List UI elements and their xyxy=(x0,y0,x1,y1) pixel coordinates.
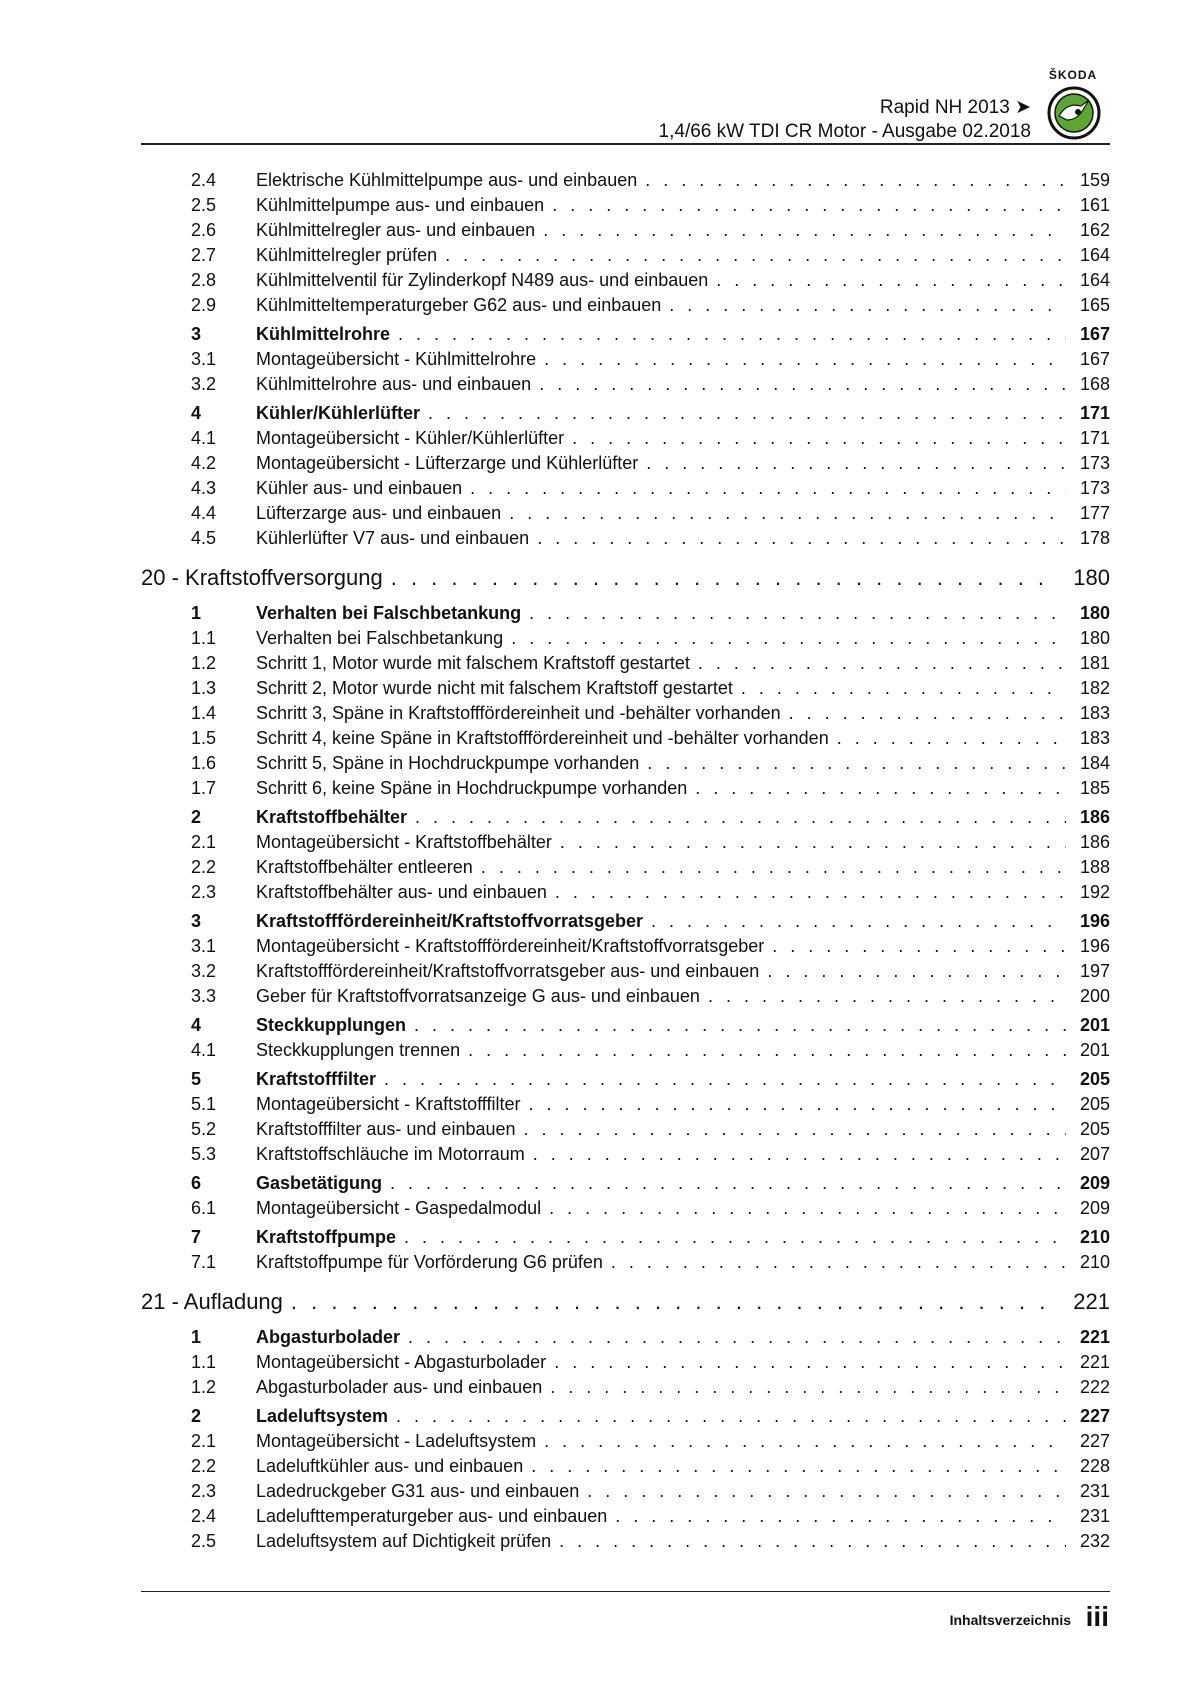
toc-entry-page: 205 xyxy=(1079,1094,1110,1114)
dot-leader xyxy=(647,753,1066,774)
toc-entry-page: 167 xyxy=(1079,349,1110,369)
toc-entry-page: 167 xyxy=(1079,324,1110,344)
toc-entry-number: 2.2 xyxy=(191,1456,217,1476)
toc-entry-title: Kraftstoffpumpe xyxy=(256,1227,396,1247)
dot-leader xyxy=(468,1040,1066,1061)
toc-entry-page: 180 xyxy=(1079,603,1110,623)
toc-entry[interactable] xyxy=(141,478,1110,503)
toc-entry[interactable] xyxy=(141,403,1110,428)
toc-entry-title: Abgasturbolader aus- und einbauen xyxy=(256,1377,543,1397)
toc-entry-title: Montageübersicht - Kühler/Kühlerlüfter xyxy=(256,428,565,448)
toc-entry-page: 227 xyxy=(1079,1406,1110,1426)
toc-entry[interactable] xyxy=(141,1481,1110,1506)
toc-entry-title: Kühlmittelrohre aus- und einbauen xyxy=(256,374,532,394)
toc-entry-number: 4 xyxy=(191,403,202,423)
toc-entry-number: 1.2 xyxy=(191,1377,217,1397)
toc-entry[interactable] xyxy=(141,1431,1110,1456)
footer-label: Inhaltsverzeichnis xyxy=(949,1612,1071,1628)
dot-leader xyxy=(550,1377,1066,1398)
toc-entry-title: Elektrische Kühlmittelpumpe aus- und einbauen xyxy=(256,170,638,190)
toc-entry-title: Kühlmittelpumpe aus- und einbauen xyxy=(256,195,545,215)
toc-entry-page: 231 xyxy=(1079,1481,1110,1501)
toc-entry-page: 197 xyxy=(1079,961,1110,981)
toc-entry-page: 209 xyxy=(1079,1198,1110,1218)
toc-entry[interactable] xyxy=(141,753,1110,778)
toc-entry-page: 188 xyxy=(1079,857,1110,877)
toc-entry-title: Kühlmittelregler aus- und einbauen xyxy=(256,220,536,240)
toc-entry-page: 159 xyxy=(1079,170,1110,190)
toc-entry-page: 205 xyxy=(1079,1069,1110,1089)
toc-entry-title: Kraftstoffbehälter entleeren xyxy=(256,857,473,877)
toc-entry-title: Montageübersicht - Kühlmittelrohre xyxy=(256,349,537,369)
toc-entry-title: Schritt 2, Motor wurde nicht mit falschem Kraftstoff gestartet xyxy=(256,678,733,698)
table-of-contents xyxy=(141,170,1110,1556)
dot-leader xyxy=(559,1531,1066,1552)
skoda-logo-icon xyxy=(1047,86,1101,140)
toc-entry-page: 200 xyxy=(1079,986,1110,1006)
toc-entry-page: 227 xyxy=(1079,1431,1110,1451)
dot-leader xyxy=(384,1069,1066,1090)
toc-entry-page: 180 xyxy=(1073,565,1110,590)
toc-entry-number: 1.5 xyxy=(191,728,217,748)
dot-leader xyxy=(390,1173,1066,1194)
toc-entry[interactable] xyxy=(141,503,1110,528)
dot-leader xyxy=(408,1327,1066,1348)
toc-entry[interactable] xyxy=(141,728,1110,753)
toc-chapter[interactable] xyxy=(141,1289,1110,1323)
toc-entry-page: 183 xyxy=(1079,703,1110,723)
dot-leader xyxy=(529,603,1066,624)
dot-leader xyxy=(428,403,1066,424)
toc-entry-number: 3.3 xyxy=(191,986,217,1006)
toc-entry-number: 5.3 xyxy=(191,1144,217,1164)
toc-entry[interactable] xyxy=(141,270,1110,295)
dot-leader xyxy=(396,1406,1066,1427)
toc-entry-title: Montageübersicht - Ladeluftsystem xyxy=(256,1431,537,1451)
toc-entry-title: Lüfterzarge aus- und einbauen xyxy=(256,503,502,523)
toc-entry[interactable] xyxy=(141,603,1110,628)
toc-entry-number: 5.2 xyxy=(191,1119,217,1139)
toc-entry[interactable] xyxy=(141,220,1110,245)
toc-entry-page: 178 xyxy=(1079,528,1110,548)
toc-entry-page: 183 xyxy=(1079,728,1110,748)
toc-entry[interactable] xyxy=(141,1506,1110,1531)
dot-leader xyxy=(716,270,1066,291)
toc-entry[interactable] xyxy=(141,1119,1110,1144)
toc-entry-title: Schritt 6, keine Späne in Hochdruckpumpe vorhanden xyxy=(256,778,688,798)
toc-entry[interactable] xyxy=(141,528,1110,553)
toc-entry-number: 2 xyxy=(191,1406,202,1426)
toc-entry-number: 1 xyxy=(191,1327,202,1347)
toc-entry-title: Kühler aus- und einbauen xyxy=(256,478,463,498)
toc-entry[interactable] xyxy=(141,374,1110,399)
dot-leader xyxy=(646,453,1066,474)
toc-entry-number: 7.1 xyxy=(191,1252,217,1272)
header-edition: 1,4/66 kW TDI CR Motor - Ausgabe 02.2018 xyxy=(658,121,1031,142)
dot-leader xyxy=(587,1481,1066,1502)
dot-leader xyxy=(404,1227,1066,1248)
toc-entry-number: 2.8 xyxy=(191,270,217,290)
toc-entry-page: 186 xyxy=(1079,832,1110,852)
toc-entry[interactable] xyxy=(141,653,1110,678)
dot-leader xyxy=(445,245,1066,266)
toc-entry-title: 21 - Aufladung xyxy=(141,1289,283,1314)
toc-entry[interactable] xyxy=(141,936,1110,961)
toc-entry-page: 192 xyxy=(1079,882,1110,902)
dot-leader xyxy=(511,628,1066,649)
toc-entry-page: 171 xyxy=(1079,403,1110,423)
dot-leader xyxy=(291,1289,1060,1315)
toc-entry-page: 168 xyxy=(1079,374,1110,394)
toc-entry-number: 2.4 xyxy=(191,170,217,190)
toc-entry-page: 221 xyxy=(1079,1327,1110,1347)
toc-entry-number: 2.7 xyxy=(191,245,217,265)
toc-entry-page: 232 xyxy=(1079,1531,1110,1551)
toc-entry-title: Ladeluftkühler aus- und einbauen xyxy=(256,1456,524,1476)
toc-entry-title: Kühlerlüfter V7 aus- und einbauen xyxy=(256,528,530,548)
dot-leader xyxy=(645,170,1066,191)
toc-entry-number: 2.3 xyxy=(191,882,217,902)
toc-entry-page: 228 xyxy=(1079,1456,1110,1476)
dot-leader xyxy=(615,1506,1066,1527)
dot-leader xyxy=(414,1015,1066,1036)
toc-entry[interactable] xyxy=(141,1327,1110,1352)
dot-leader xyxy=(524,1119,1066,1140)
toc-entry-number: 7 xyxy=(191,1227,202,1247)
toc-entry-title: Kraftstoffbehälter aus- und einbauen xyxy=(256,882,547,902)
dot-leader xyxy=(651,911,1066,932)
toc-entry-number: 1.1 xyxy=(191,628,217,648)
dot-leader xyxy=(669,295,1066,316)
toc-entry-page: 201 xyxy=(1079,1015,1110,1035)
toc-entry[interactable] xyxy=(141,1227,1110,1252)
toc-entry-number: 6.1 xyxy=(191,1198,217,1218)
dot-leader xyxy=(611,1252,1066,1273)
dot-leader xyxy=(415,807,1066,828)
toc-entry[interactable] xyxy=(141,832,1110,857)
toc-entry-title: Kühlmittelrohre xyxy=(256,324,391,344)
dot-leader xyxy=(560,832,1066,853)
toc-entry-page: 221 xyxy=(1079,1352,1110,1372)
toc-entry-title: Abgasturbolader xyxy=(256,1327,401,1347)
toc-entry-number: 6 xyxy=(191,1173,202,1193)
toc-entry[interactable] xyxy=(141,245,1110,270)
toc-entry[interactable] xyxy=(141,1252,1110,1277)
toc-entry[interactable] xyxy=(141,1173,1110,1198)
toc-entry[interactable] xyxy=(141,911,1110,936)
header-model: Rapid NH 2013 ➤ xyxy=(879,97,1031,118)
toc-entry-number: 3.1 xyxy=(191,936,217,956)
dot-leader xyxy=(543,220,1066,241)
toc-entry[interactable] xyxy=(141,1144,1110,1169)
toc-entry-title: Ladeluftsystem xyxy=(256,1406,389,1426)
dot-leader xyxy=(391,565,1060,591)
toc-entry-page: 180 xyxy=(1079,628,1110,648)
toc-entry-page: 161 xyxy=(1079,195,1110,215)
toc-entry-title: Montageübersicht - Kraftstofffilter xyxy=(256,1094,521,1114)
toc-entry[interactable] xyxy=(141,1456,1110,1481)
toc-entry-number: 4.4 xyxy=(191,503,217,523)
toc-entry-number: 3 xyxy=(191,911,202,931)
toc-entry-number: 2.5 xyxy=(191,1531,217,1551)
toc-entry-title: Kraftstoffpumpe für Vorförderung G6 prüfen xyxy=(256,1252,603,1272)
toc-entry-page: 164 xyxy=(1079,270,1110,290)
toc-entry-page: 210 xyxy=(1079,1252,1110,1272)
toc-entry-page: 196 xyxy=(1079,936,1110,956)
toc-entry[interactable] xyxy=(141,961,1110,986)
toc-entry-page: 207 xyxy=(1079,1144,1110,1164)
dot-leader xyxy=(528,1094,1066,1115)
toc-entry-page: 173 xyxy=(1079,453,1110,473)
toc-entry-title: 20 - Kraftstoffversorgung xyxy=(141,565,383,590)
dot-leader xyxy=(772,936,1066,957)
toc-entry-title: Verhalten bei Falschbetankung xyxy=(256,628,504,648)
toc-entry-page: 205 xyxy=(1079,1119,1110,1139)
toc-entry-title: Kraftstoffbehälter xyxy=(256,807,408,827)
toc-entry-title: Montageübersicht - Lüfterzarge und Kühlerlüfter xyxy=(256,453,639,473)
toc-entry-title: Kraftstofffördereinheit/Kraftstoffvorratsgeber xyxy=(256,911,644,931)
toc-entry-title: Schritt 5, Späne in Hochdruckpumpe vorhanden xyxy=(256,753,640,773)
header-divider xyxy=(141,143,1110,145)
toc-entry-number: 1.1 xyxy=(191,1352,217,1372)
toc-entry-number: 1.3 xyxy=(191,678,217,698)
toc-entry-page: 162 xyxy=(1079,220,1110,240)
toc-entry[interactable] xyxy=(141,807,1110,832)
toc-entry-title: Montageübersicht - Kraftstofffördereinheit/Kraftstoffvorratsgeber xyxy=(256,936,765,956)
toc-entry[interactable] xyxy=(141,882,1110,907)
toc-entry-page: 196 xyxy=(1079,911,1110,931)
toc-entry-number: 3.2 xyxy=(191,961,217,981)
toc-entry-title: Ladeluftsystem auf Dichtigkeit prüfen xyxy=(256,1531,552,1551)
toc-entry-title: Kraftstoffschläuche im Motorraum xyxy=(256,1144,525,1164)
toc-entry-number: 4.1 xyxy=(191,428,217,448)
dot-leader xyxy=(554,1352,1066,1373)
dot-leader xyxy=(698,653,1066,674)
toc-entry-title: Steckkupplungen xyxy=(256,1015,407,1035)
toc-entry[interactable] xyxy=(141,295,1110,320)
dot-leader xyxy=(539,374,1066,395)
toc-entry-page: 185 xyxy=(1079,778,1110,798)
toc-entry-number: 1.7 xyxy=(191,778,217,798)
toc-chapter[interactable] xyxy=(141,565,1110,599)
toc-entry-title: Gasbetätigung xyxy=(256,1173,383,1193)
dot-leader xyxy=(537,528,1066,549)
toc-entry-page: 222 xyxy=(1079,1377,1110,1397)
toc-entry[interactable] xyxy=(141,1531,1110,1556)
toc-entry-page: 181 xyxy=(1079,653,1110,673)
toc-entry-page: 173 xyxy=(1079,478,1110,498)
toc-entry-number: 2.3 xyxy=(191,1481,217,1501)
toc-entry-title: Ladelufttemperaturgeber aus- und einbauen xyxy=(256,1506,608,1526)
toc-entry-page: 186 xyxy=(1079,807,1110,827)
toc-entry-title: Verhalten bei Falschbetankung xyxy=(256,603,522,623)
toc-entry-title: Montageübersicht - Kraftstoffbehälter xyxy=(256,832,552,852)
toc-entry-title: Kraftstofffilter aus- und einbauen xyxy=(256,1119,516,1139)
toc-entry-title: Steckkupplungen trennen xyxy=(256,1040,461,1060)
dot-leader xyxy=(741,678,1066,699)
toc-entry[interactable] xyxy=(141,1015,1110,1040)
toc-entry-number: 3 xyxy=(191,324,202,344)
dot-leader xyxy=(789,703,1066,724)
footer-divider xyxy=(141,1591,1110,1592)
toc-entry-page: 177 xyxy=(1079,503,1110,523)
toc-entry[interactable] xyxy=(141,1352,1110,1377)
toc-entry-title: Kraftstofffördereinheit/Kraftstoffvorratsgeber aus- und einbauen xyxy=(256,961,760,981)
toc-entry-page: 171 xyxy=(1079,428,1110,448)
toc-entry-number: 4.1 xyxy=(191,1040,217,1060)
toc-entry-number: 5 xyxy=(191,1069,202,1089)
page-header xyxy=(141,60,1111,144)
toc-entry-number: 4.3 xyxy=(191,478,217,498)
toc-entry-number: 2.9 xyxy=(191,295,217,315)
toc-entry[interactable] xyxy=(141,703,1110,728)
dot-leader xyxy=(552,195,1066,216)
toc-entry-title: Montageübersicht - Abgasturbolader xyxy=(256,1352,547,1372)
toc-entry-number: 1.6 xyxy=(191,753,217,773)
toc-entry-page: 221 xyxy=(1073,1289,1110,1314)
toc-entry-page: 182 xyxy=(1079,678,1110,698)
dot-leader xyxy=(509,503,1066,524)
dot-leader xyxy=(549,1198,1066,1219)
toc-entry[interactable] xyxy=(141,1069,1110,1094)
toc-entry-title: Schritt 4, keine Späne in Kraftstofffördereinheit und -behälter vorhanden xyxy=(256,728,829,748)
toc-entry-number: 2.1 xyxy=(191,1431,217,1451)
dot-leader xyxy=(398,324,1066,345)
toc-entry[interactable] xyxy=(141,628,1110,653)
toc-entry-number: 2 xyxy=(191,807,202,827)
toc-entry[interactable] xyxy=(141,1040,1110,1065)
toc-entry-number: 2.6 xyxy=(191,220,217,240)
dot-leader xyxy=(695,778,1066,799)
toc-entry[interactable] xyxy=(141,170,1110,195)
toc-entry-page: 210 xyxy=(1079,1227,1110,1247)
dot-leader xyxy=(555,882,1066,903)
toc-entry-number: 2.5 xyxy=(191,195,217,215)
toc-entry-number: 2.2 xyxy=(191,857,217,877)
toc-entry-number: 3.2 xyxy=(191,374,217,394)
toc-entry[interactable] xyxy=(141,1377,1110,1402)
dot-leader xyxy=(544,1431,1066,1452)
toc-entry-title: Schritt 3, Späne in Kraftstofffördereinheit und -behälter vorhanden xyxy=(256,703,781,723)
toc-entry-title: Schritt 1, Motor wurde mit falschem Kraftstoff gestartet xyxy=(256,653,690,673)
toc-entry-title: Kühlmittelventil für Zylinderkopf N489 aus- und einbauen xyxy=(256,270,709,290)
dot-leader xyxy=(533,1144,1066,1165)
toc-entry[interactable] xyxy=(141,453,1110,478)
toc-entry-page: 209 xyxy=(1079,1173,1110,1193)
dot-leader xyxy=(470,478,1066,499)
toc-entry-title: Kühlmittelregler prüfen xyxy=(256,245,438,265)
toc-entry-number: 3.1 xyxy=(191,349,217,369)
footer-page-number: iii xyxy=(1085,1601,1109,1632)
toc-entry[interactable] xyxy=(141,678,1110,703)
toc-entry-page: 201 xyxy=(1079,1040,1110,1060)
toc-entry-number: 1.2 xyxy=(191,653,217,673)
toc-entry-page: 184 xyxy=(1079,753,1110,773)
toc-entry[interactable] xyxy=(141,778,1110,803)
toc-entry-page: 164 xyxy=(1079,245,1110,265)
toc-entry-title: Kühlmitteltemperaturgeber G62 aus- und einbauen xyxy=(256,295,662,315)
toc-entry-title: Montageübersicht - Gaspedalmodul xyxy=(256,1198,542,1218)
dot-leader xyxy=(481,857,1066,878)
toc-entry-title: Ladedruckgeber G31 aus- und einbauen xyxy=(256,1481,580,1501)
toc-entry-title: Kühler/Kühlerlüfter xyxy=(256,403,421,423)
toc-entry-number: 4 xyxy=(191,1015,202,1035)
toc-entry[interactable] xyxy=(141,349,1110,374)
toc-entry-number: 2.4 xyxy=(191,1506,217,1526)
toc-entry-number: 4.2 xyxy=(191,453,217,473)
dot-leader xyxy=(708,986,1066,1007)
toc-entry[interactable] xyxy=(141,986,1110,1011)
toc-entry-number: 2.1 xyxy=(191,832,217,852)
toc-entry-number: 5.1 xyxy=(191,1094,217,1114)
toc-entry[interactable] xyxy=(141,1094,1110,1119)
dot-leader xyxy=(572,428,1066,449)
dot-leader xyxy=(837,728,1066,749)
dot-leader xyxy=(767,961,1066,982)
toc-entry[interactable] xyxy=(141,195,1110,220)
toc-entry-number: 1 xyxy=(191,603,202,623)
toc-entry[interactable] xyxy=(141,857,1110,882)
dot-leader xyxy=(531,1456,1066,1477)
toc-entry[interactable] xyxy=(141,324,1110,349)
toc-entry-page: 231 xyxy=(1079,1506,1110,1526)
toc-entry[interactable] xyxy=(141,1406,1110,1431)
toc-entry-number: 4.5 xyxy=(191,528,217,548)
toc-entry-number: 1.4 xyxy=(191,703,217,723)
dot-leader xyxy=(544,349,1066,370)
toc-entry-title: Kraftstofffilter xyxy=(256,1069,376,1089)
brand-name: ŠKODA xyxy=(1048,68,1098,82)
toc-entry[interactable] xyxy=(141,428,1110,453)
toc-entry-title: Geber für Kraftstoffvorratsanzeige G aus- und einbauen xyxy=(256,986,700,1006)
toc-entry-page: 165 xyxy=(1079,295,1110,315)
toc-entry[interactable] xyxy=(141,1198,1110,1223)
